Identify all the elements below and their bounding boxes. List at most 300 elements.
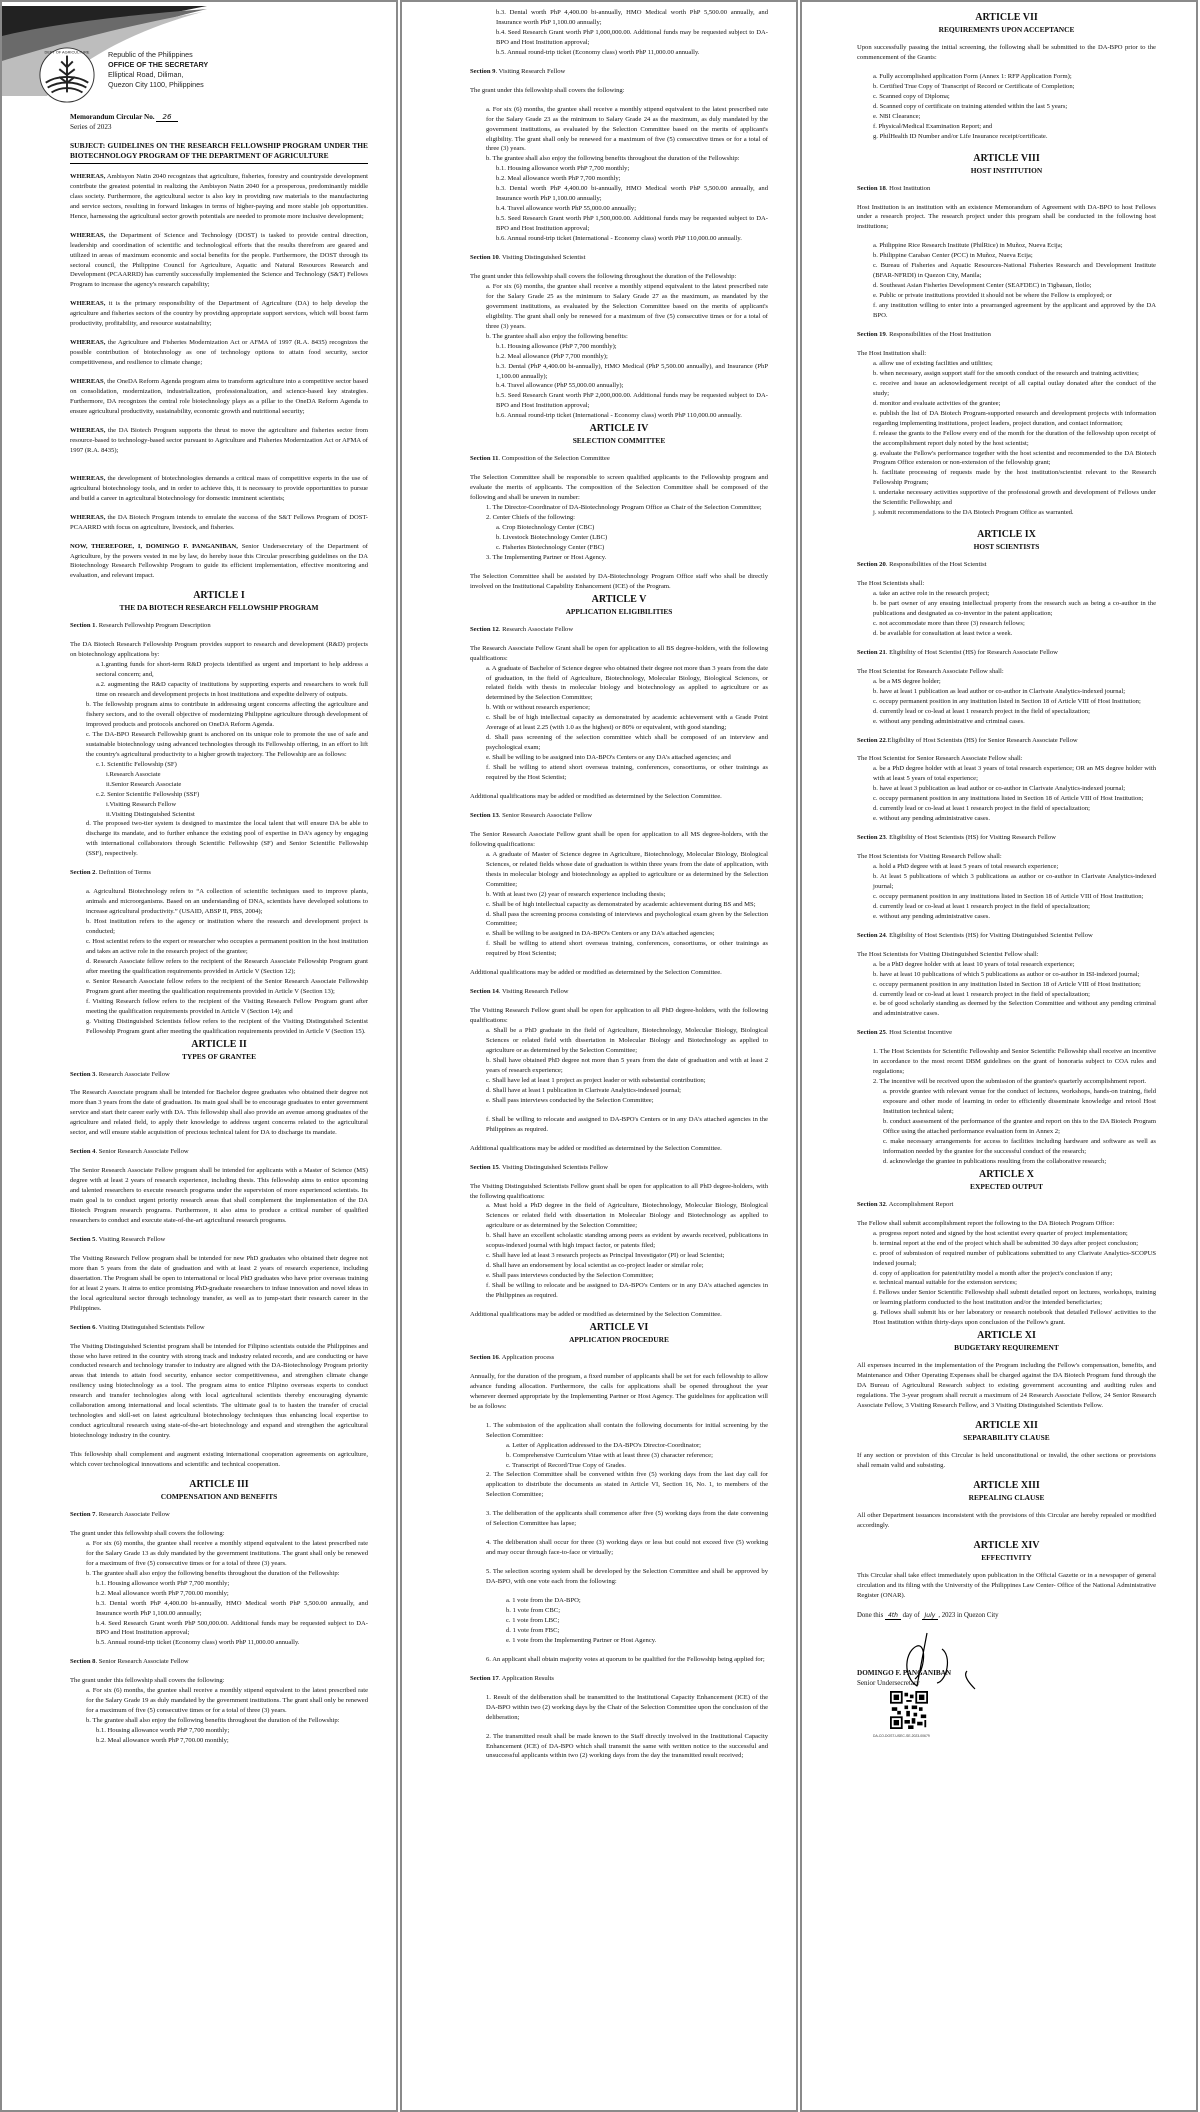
list-item xyxy=(496,523,768,533)
paragraph-text: The Host Scientists shall: xyxy=(857,580,925,588)
paragraph-text: b. The fellowship program aims to contribute in addressing urgent concerns affecting the agriculture and fishery sectors, and to the overall objective of modernizing Philippine agriculture through development of improved products and protocols anchored on OneDA Reform Agenda. xyxy=(86,701,368,728)
column-3-body xyxy=(857,12,1156,1601)
paragraph-text: The Host Scientists for Visiting Research Fellow shall: xyxy=(857,853,1002,861)
list-item xyxy=(873,281,1156,291)
list-item xyxy=(496,391,768,411)
article-title: APPLICATION ELIGIBILITIES xyxy=(565,606,673,616)
list-item xyxy=(873,369,1156,379)
spacer xyxy=(857,1019,1156,1028)
article-title: COMPENSATION AND BENEFITS xyxy=(160,1491,278,1501)
paragraph-text: Host Institution is an institution with an existence Memorandum of Agreement with DA-BPO to host Fellows under a research project. The research project under this program shall be conducted in the following host institutions; xyxy=(857,203,1156,231)
paragraph-text: g. Fellows shall submit his or her laboratory or research notebook that detailed Fellows' activities to the Host Institution within thirty-days upon conclusion of the Fellow's grant. xyxy=(873,1309,1156,1327)
article-title: SEPARABILITY CLAUSE xyxy=(963,1432,1050,1442)
paragraph-text: a. progress report noted and signed by the host scientist every quarter of project implementation; xyxy=(873,1229,1128,1237)
list-item xyxy=(486,154,768,164)
article-title: SELECTION COMMITTEE xyxy=(572,436,666,446)
list-item xyxy=(873,677,1156,687)
paragraph-text: e. Shall be willing to be assigned in DA-BPO's Centers or any DA's attached agencies; xyxy=(486,930,715,938)
list-item xyxy=(873,892,1156,902)
paragraph xyxy=(470,968,768,978)
list-item xyxy=(873,1239,1156,1249)
list-item xyxy=(506,1461,768,1471)
spacer xyxy=(857,321,1156,330)
section-number: Section 7 xyxy=(70,1510,96,1518)
section-title: . Accomplishment Report xyxy=(885,1200,954,1208)
list-item xyxy=(96,1638,368,1648)
paragraph xyxy=(857,203,1156,233)
list-item xyxy=(486,1732,768,1762)
list-item xyxy=(506,1616,768,1626)
list-item xyxy=(496,381,768,391)
paragraph-text: a. Shall be a PhD graduate in the field of Agriculture, Biotechnology, Molecular Biology, Biological Sciences or related field with dissertation in Molecular Biology and Biotechnology as applied to agriculture or as determined by the Selection Committee; xyxy=(486,1027,768,1055)
paragraph-text: b. Comprehensive Curriculum Vitae with at least three (3) character reference; xyxy=(506,1451,713,1459)
paragraph-text: b. With at least two (2) year of research experience including thesis; xyxy=(486,890,666,898)
paragraph-text: b. Certified True Copy of Transcript of Record or Certificate of Completion; xyxy=(873,82,1075,90)
list-item xyxy=(486,1281,768,1301)
paragraph-text: e. without any pending administrative and criminal cases. xyxy=(873,717,1025,725)
list-item xyxy=(873,960,1156,970)
list-item xyxy=(486,1655,768,1665)
paragraph-text: 6. An applicant shall obtain majority votes at quorum to be qualified for the Fellowship being applied for; xyxy=(486,1655,765,1663)
spacer xyxy=(470,1558,768,1567)
list-item xyxy=(873,629,1156,639)
section-number: Section 17 xyxy=(470,1674,499,1682)
list-item xyxy=(486,1076,768,1086)
article-title: HOST INSTITUTION xyxy=(970,165,1043,175)
paragraph-text: The DA Biotech Research Fellowship Program provides support to research and development (R&D) projects on biotechnology applications by: xyxy=(70,641,368,659)
list-item xyxy=(86,1017,368,1037)
paragraph xyxy=(70,172,368,222)
article-title: EXPECTED OUTPUT xyxy=(970,1181,1043,1191)
paragraph-text: f. Fellows under Senior Scientific Fellowship shall submit detailed report on lectures, workshops, training or learning platform conducted to the host institution and/or the intended beneficiaries; xyxy=(873,1289,1156,1307)
section-title: . Responsibilities of the Host Institution xyxy=(885,331,991,339)
section-heading xyxy=(70,1657,368,1667)
paragraph-text: i. undertake necessary activities supportive of the professional growth and development of Fellows under the Scientific Fellowship; and xyxy=(873,489,1156,507)
list-item xyxy=(883,1137,1156,1157)
signatory-name: DOMINGO F. PANGANIBAN xyxy=(857,1668,952,1677)
paragraph-text: a. Agricultural Biotechnology refers to “A collection of scientific techniques used to improve plants, animals and microorganisms. Based on an understanding of DNA, scientists have developed solutions to increase agricultural productivity.” (USAID, ABSP II, PBS, 2004); xyxy=(86,888,368,916)
list-item xyxy=(106,800,368,810)
list-item xyxy=(873,102,1156,112)
section-title: . Visiting Research Fellow xyxy=(495,67,566,75)
section-title: . Eligibility of Host Scientists (HS) for Visiting Research Fellow xyxy=(885,834,1056,842)
list-item xyxy=(486,1509,768,1529)
paragraph-text: d. currently lead or co-lead at least 1 research project in the field of specialization; xyxy=(873,990,1090,998)
paragraph xyxy=(857,579,1156,589)
spacer xyxy=(70,1648,368,1657)
list-item xyxy=(106,780,368,790)
paragraph-text: e. Shall pass interviews conducted by the Selection Committee; xyxy=(486,1272,654,1280)
paragraph-text: b.4. Travel allowance worth PhP 55,000.00 annually; xyxy=(496,205,637,213)
list-item xyxy=(486,1421,768,1441)
article-heading: ARTICLE VII xyxy=(975,12,1038,23)
paragraph-lead: WHEREAS, xyxy=(70,513,106,521)
list-item xyxy=(873,970,1156,980)
spacer xyxy=(70,465,368,474)
paragraph-text: b.2. Meal allowance worth PhP 7,700.00 monthly; xyxy=(96,1737,229,1745)
spacer xyxy=(470,1106,768,1115)
list-item xyxy=(873,261,1156,281)
list-item xyxy=(486,929,768,939)
list-item xyxy=(873,804,1156,814)
list-item xyxy=(873,241,1156,251)
paragraph-text: g. Visiting Distinguished Scientists fellow refers to the recipient of the Visiting Distinguished Scientist Fellowship Program grant after meeting the qualification requirements provided in Article V (Section 15). xyxy=(86,1017,368,1035)
paragraph-text: The Host Scientist for Research Associate Fellow shall: xyxy=(857,667,1004,675)
list-item xyxy=(486,910,768,930)
section-heading xyxy=(857,330,1156,340)
qr-caption: DA-CO-DOST-USEC-SE-2023-00679 xyxy=(873,1733,930,1738)
section-number: Section 6 xyxy=(70,1323,96,1331)
paragraph-text: c. occupy permanent position in any institution listed in Section 18 of Article VIII of Host Institution; xyxy=(873,980,1141,988)
article-title: HOST SCIENTISTS xyxy=(973,542,1040,552)
section-number: Section 10 xyxy=(470,254,499,262)
list-item xyxy=(486,703,768,713)
list-item xyxy=(873,764,1156,784)
section-number: Section 14 xyxy=(470,988,499,996)
memo-number-line xyxy=(70,112,368,123)
list-item xyxy=(496,234,768,244)
section-heading xyxy=(470,1163,768,1173)
paragraph-text: 2. The incentive will be received upon the submission of the grantee's quarterly accomplishment report. xyxy=(873,1078,1147,1086)
spacer xyxy=(470,244,768,253)
list-item xyxy=(873,132,1156,142)
paragraph-text: b.1. Housing allowance worth PhP 7,700 monthly; xyxy=(96,1579,230,1587)
paragraph-text: b. Shall have obtained PhD degree not more than 5 years from the date of graduation and with at least 2 years of research experience; xyxy=(486,1056,768,1074)
list-item xyxy=(873,912,1156,922)
paragraph-text: d. Shall pass screening of the selection committee which shall be composed of an interview and psychological exam; xyxy=(486,734,768,752)
paragraph-text: The grant under this fellowship shall covers the following: xyxy=(470,86,625,94)
memo-number: 26 xyxy=(156,112,177,122)
paragraph-text: f. Visiting Research fellow refers to the recipient of the Visiting Research Fellow Program grant after meeting the qualification requirements provided in Article V (Section 14); and xyxy=(86,997,368,1015)
paragraph xyxy=(70,542,368,582)
section-number: Section 18 xyxy=(857,184,886,192)
list-item xyxy=(496,184,768,204)
paragraph-text: f. any institution willing to enter into a prearranged agreement by the applicant and approved by the DA BPO. xyxy=(873,302,1156,320)
column-2-body xyxy=(470,8,768,1761)
department-seal-icon xyxy=(38,46,96,104)
paragraph xyxy=(470,572,768,592)
section-heading xyxy=(470,67,768,77)
paragraph-text: f. Shall be willing to relocate and be assigned to DA-BPO's Centers or in any DA's attached agencies in the Philippines as required. xyxy=(486,1282,768,1300)
paragraph xyxy=(470,473,768,503)
paragraph-text: b. Livestock Biotechnology Center (LBC) xyxy=(496,533,608,541)
section-number: Section 15 xyxy=(470,1163,499,1171)
paragraph xyxy=(857,667,1156,677)
paragraph-text: b.1. Housing allowance (PhP 7,700 monthly); xyxy=(496,342,617,350)
paragraph-text: The grant under this fellowship shall covers the following: xyxy=(70,1529,225,1537)
paragraph-text: b. At least 5 publications of which 3 publications as author or co-author in Clarivate Analytics-indexed journal; xyxy=(873,873,1156,890)
paragraph-text: d. Scanned copy of certificate on training attended within the last 5 years; xyxy=(873,102,1068,110)
paragraph-text: c. Shall have led at least 3 research projects as Principal Investigator (PI) or lead Scientist; xyxy=(486,1252,725,1260)
paragraph-text: b. have at least 1 publication as lead author or co-author in Clarivate Analytics-indexed journal; xyxy=(873,687,1126,695)
section-heading xyxy=(70,1070,368,1080)
paragraph-text: it is the primary responsibility of the Department of Agriculture (DA) to help develop the agriculture and fisheries sectors of the country by providing appropriate support services, which will boost farm productivity, profitability, and resource sustainability; xyxy=(70,300,368,328)
list-item xyxy=(873,1047,1156,1077)
section-number: Section 25 xyxy=(857,1029,886,1037)
paragraph xyxy=(70,231,368,291)
paragraph xyxy=(470,830,768,850)
paragraph-text: e. Senior Research Associate fellow refers to the recipient of the Senior Research Associate Fellowship Program grant after meeting the qualification requirements provided in Article V (Section 13); xyxy=(86,977,368,995)
list-item xyxy=(496,174,768,184)
paragraph-text: Additional qualifications may be added or modified as determined by the Selection Committee. xyxy=(470,1144,722,1152)
article-heading: ARTICLE X xyxy=(979,1168,1034,1180)
section-title: . Eligibility of Host Scientist (HS) for Research Associate Fellow xyxy=(885,648,1058,656)
list-item xyxy=(496,48,768,58)
paragraph-text: The Host Scientist for Senior Research Associate Fellow shall: xyxy=(857,755,1023,763)
list-item xyxy=(873,508,1156,518)
paragraph-text: 1. The Director-Coordinator of DA-Biotechnology Program Office as Chair of the Selection Committee; xyxy=(486,504,762,512)
paragraph-text: 4. The deliberation shall occur for three (3) working days or less but could not exceed five (5) working and may occur through face-to-face or virtually; xyxy=(486,1539,768,1557)
list-item xyxy=(873,488,1156,508)
section-number: Section 9 xyxy=(470,67,496,75)
article-title: TYPES OF GRANTEE xyxy=(181,1051,257,1061)
section-heading xyxy=(857,736,1156,746)
list-item xyxy=(486,105,768,155)
spacer xyxy=(857,518,1156,527)
signed-month: July xyxy=(922,1612,939,1620)
paragraph-text: the DA Biotech Program intends to emulate the success of the S&T Fellows Program of DOST-PCAARRD with focus on agriculture, livestock, and fisheries. xyxy=(70,513,368,531)
list-item xyxy=(86,977,368,997)
section-heading xyxy=(857,1028,1156,1038)
paragraph-text: The Visiting Research Fellow grant shall be open for application to all PhD degree-holders, with the following qualifications: xyxy=(470,1007,768,1025)
paragraph-text: d. Research Associate fellow refers to the recipient of the Research Associate Fellowship Program grant after meeting the qualification requirements provided in Article V (Section 12); xyxy=(86,957,368,975)
section-heading xyxy=(857,184,1156,194)
list-item xyxy=(86,819,368,859)
list-item xyxy=(506,1451,768,1461)
paragraph xyxy=(470,1144,768,1154)
paragraph-text: a. allow use of existing facilities and utilities; xyxy=(873,359,993,367)
section-heading xyxy=(857,833,1156,843)
list-item xyxy=(86,1686,368,1716)
section-title: . Eligibility of Host Scientists (HS) for Visiting Distinguished Scientist Fellow xyxy=(885,931,1093,939)
list-item xyxy=(106,770,368,780)
section-heading xyxy=(857,931,1156,941)
paragraph xyxy=(857,754,1156,764)
section-title: . Application process xyxy=(498,1353,555,1361)
paragraph-text: c. Shall be of high intellectual capacity as demonstrated by academic achievement with a Grade Point Average of at least 2.25 (with 1.0 as the highest) or 80% or equivalent, with good standing; xyxy=(486,714,768,732)
list-item xyxy=(873,449,1156,469)
section-heading xyxy=(470,1674,768,1684)
paragraph-text: c. not accommodate more than three (3) research fellows; xyxy=(873,619,1025,627)
list-item xyxy=(506,1441,768,1451)
paragraph-text: Annually, for the duration of the program, a fixed number of applicants shall be set for each fellowship to allow advance funding allocation. Furthermore, the calls for applications shall be opened throughout the year whenever deemed appropriate by the Implementing Partner or Host Agency. The guidelines for application will be as follows: xyxy=(470,1372,768,1410)
paragraph-text: b. be part owner of any ensuing intellectual property from the research such as being a co-author in the publications and designated as co-inventor in the patent application; xyxy=(873,600,1156,617)
article-heading: ARTICLE XII xyxy=(975,1419,1038,1431)
spacer xyxy=(470,1587,768,1596)
paragraph-text: the Department of Science and Technology (DOST) is tasked to provide central direction, leadership and coordination of scientific and technological efforts that the results therefrom are geared and utilized in areas of maximum economic and social benefits for the people. Furthermore, the DOST through its sectoral council, the Philippine Council for Agriculture, Aquatic and Natural Resources Research and Development (PCAARRD) has currently successfully implemented the Science and Technology (S&T) Fellows Program to increase the agency's research capability; xyxy=(70,231,368,289)
paragraph-text: The Visiting Research Fellow program shall be intended for new PhD graduates who obtained their degree not more than 5 years from the date of graduation and with at least 2 years of research experience, including dissertation. The Program shall be open to international or local PhD graduates who have prior overseas training for at least 2 years. It aims to entice promising PhD-graduate researchers to infuse innovation and novel ideas in the local agricultural sector through technology transfer, as well as to jump-start their research career in the Philippines. xyxy=(70,1254,368,1312)
list-item xyxy=(486,713,768,733)
article-heading: ARTICLE III xyxy=(189,1478,249,1490)
paragraph-text: b.1. Housing allowance worth PhP 7,700 monthly; xyxy=(496,165,630,173)
paragraph-text: The Selection Committee shall be assisted by DA-Biotechnology Program Office staff who shall be directly involved on the Institutional Capability Enhancement (ICE) of the Program. xyxy=(470,572,768,590)
list-item xyxy=(486,1231,768,1251)
section-number: Section 21 xyxy=(857,648,886,656)
paragraph-text: b.5. Seed Research Grant worth PhP 1,500,000.00. Additional funds may be requested subject to DA-BPO and Host Institution approval; xyxy=(496,215,768,233)
paragraph-text: e. NBI Clearance; xyxy=(873,112,921,120)
list-item xyxy=(873,112,1156,122)
paragraph xyxy=(857,1451,1156,1471)
section-title: . Research Associate Fellow xyxy=(498,625,574,633)
paragraph xyxy=(70,640,368,660)
section-number: Section 23 xyxy=(857,834,886,842)
paragraph-text: b. terminal report at the end of the project which shall be submitted 30 days after project conclusion; xyxy=(873,1239,1139,1247)
spacer xyxy=(470,1646,768,1655)
paragraph xyxy=(70,1529,368,1539)
article-heading: ARTICLE VIII xyxy=(973,152,1040,164)
paragraph-text: b. Host institution refers to the agency or institution where the research and development project is conducted; xyxy=(86,918,368,936)
paragraph xyxy=(70,1088,368,1138)
paragraph-text: All expenses incurred in the implementation of the Program including the Fellow's compensation, benefits, and Maintenance and Other Operating Expenses shall be charged against the DA Biotech Program fund through the DA Bureau of Agricultural Research subject to existing government accounting and auditing rules and regulations. The 3-year program shall recruit a maximum of 24 Research Associate Fellow, 24 Senior Research Associate Fellow, 3 Visiting Research Fellow, and 3 Visiting Distinguished Scientists Fellow. xyxy=(857,1362,1156,1410)
memo-label: Memorandum Circular No. xyxy=(70,113,155,121)
paragraph-text: the development of biotechnologies demands a critical mass of competitive experts in the use of agricultural biotechnology tools, and in order to achieve this, it is necessary to provide opportunities to pursue and build a career in agricultural biotechnology for domestic imminent scientists; xyxy=(70,474,368,502)
paragraph-text: The Senior Research Associate Fellow grant shall be open for application to all MS degree-holders, with the following qualifications: xyxy=(470,830,768,848)
section-number: Section 11 xyxy=(470,455,499,463)
paragraph-text: b.1. Housing allowance worth PhP 7,700 monthly; xyxy=(96,1727,230,1735)
section-number: Section 22 xyxy=(857,736,886,744)
paragraph-text: b.5. Annual round-trip ticket (Economy class) worth PhP 11,000.00 annually. xyxy=(96,1639,300,1647)
list-item xyxy=(486,513,768,523)
list-item xyxy=(86,730,368,760)
paragraph-text: The Visiting Distinguished Scientist program shall be intended for Filipino scientists outside the Philippines and those who have retired in the country with strong track and industry related records, and are conducting or have conducted research and technology transfer to industry are aligned with the DA-Biotechnology Program priority areas that intends to attain food security, enhance sector competitiveness, and strengthen climate change resiliency using biotechnology as a tool. The program aims to entice Filipino overseas experts to conduct research and transfer technologies along with local agricultural scientists thereby encouraging dynamic collaboration among international and local scientists. The ultimate goal is to hasten the transfer of crucial technologies and skill-set on latest agricultural biotechnology techniques thus enhancing local expertise to conduct agricultural research using state-of-the-art biotechnology and expand and strengthen the agricultural biotechnology industry in the country. xyxy=(70,1342,368,1440)
letterhead-office: OFFICE OF THE SECRETARY xyxy=(108,60,209,69)
spacer xyxy=(470,1665,768,1674)
list-item xyxy=(96,790,368,800)
paragraph-text: a. For six (6) months, the grantee shall receive a monthly stipend equivalent to the latest prescribed rate for the Salary Grade 19 as duly mandated by the government institutions. The grant shall only be renewed for a maximum of five (5) consecutive times or for a total of three (3) years. xyxy=(86,1687,368,1715)
section-number: Section 20 xyxy=(857,561,886,569)
paragraph-text: d. Shall have an endorsement by local scientist as co-project leader or similar role; xyxy=(486,1262,704,1270)
article-title: EFFECTIVITY xyxy=(981,1552,1032,1562)
paragraph-text: c. 1 vote from LBC; xyxy=(506,1616,560,1624)
list-item xyxy=(506,1596,768,1606)
section-title: . Visiting Distinguished Scientists Fellow xyxy=(95,1323,205,1331)
section-title: . Visiting Research Fellow xyxy=(498,988,569,996)
paragraph-text: j. submit recommendations to the DA Biotech Program Office as warranted. xyxy=(873,509,1074,517)
paragraph-text: b. The grantee shall also enjoy the following benefits throughout the duration of the Fellowship: xyxy=(86,1717,340,1725)
list-item xyxy=(86,700,368,730)
paragraph-text: 2. The Selection Committee shall be convened within five (5) working days from the last day call for application to distribute the documents as stated in Article VI, Section 16, No. 1, to members of the Selection Committee; xyxy=(486,1471,768,1499)
list-item xyxy=(486,733,768,753)
article-heading: ARTICLE IX xyxy=(977,529,1036,541)
paragraph xyxy=(857,1511,1156,1531)
paragraph-text: b. 1 vote from CBC; xyxy=(506,1607,561,1614)
paragraph-text: 2. The transmitted result shall be made known to the Staff directly involved in the Institutional Capacity Enhancement (ICE) of DA-BPO which shall transmit the same with written notice to the successful and unsuccessful applicants within two (2) working days from the day the transmitted result received; xyxy=(486,1732,768,1760)
page-column-1 xyxy=(0,0,398,2112)
list-item xyxy=(496,342,768,352)
paragraph-text: d. currently lead or co-lead at least 1 research project in the field of specialization; xyxy=(873,707,1090,715)
paragraph-text: the Agriculture and Fisheries Modernization Act or AFMA of 1997 (R.A. 8435) recognizes the possible contribution of biotechnology as one of technology options to attain food security, sector competitiveness, and resilience to climate change; xyxy=(70,339,368,367)
paragraph-text: 3. The Implementing Partner or Host Agency. xyxy=(486,553,607,561)
letterhead xyxy=(2,6,396,108)
letterhead-text xyxy=(108,50,208,90)
list-item xyxy=(873,1288,1156,1308)
section-heading xyxy=(470,625,768,635)
memo-series: Series of 2023 xyxy=(70,122,112,131)
paragraph-text: b.3. Dental worth PhP 4,400.00 bi-annually, HMO Medical worth PhP 5,500.00 annually, and Insurance worth PhP 1,100.00 annually; xyxy=(96,1599,368,1617)
list-item xyxy=(486,850,768,890)
list-item xyxy=(873,359,1156,369)
list-item xyxy=(873,72,1156,82)
list-item xyxy=(873,687,1156,697)
spacer xyxy=(857,824,1156,833)
list-item xyxy=(96,1726,368,1736)
list-item xyxy=(86,957,368,977)
section-heading xyxy=(470,987,768,997)
signatory-title: Senior Undersecretary xyxy=(857,1678,920,1687)
list-item xyxy=(873,1269,1156,1279)
section-title: . Responsibilities of the Host Scientist xyxy=(885,561,987,569)
list-item xyxy=(486,900,768,910)
paragraph xyxy=(857,1219,1156,1229)
spacer xyxy=(70,859,368,868)
signature-block xyxy=(857,1611,1156,1741)
list-item xyxy=(873,980,1156,990)
paragraph-text: The Selection Committee shall be responsible to screen qualified applicants to the Fellowship program and evaluate the merits of applicants. The composition of the Selection Committee shall be composed of the following and shall be uneven in number: xyxy=(470,474,768,502)
section-number: Section 16 xyxy=(470,1353,499,1361)
paragraph-text: d. The proposed two-tier system is designed to maximize the local talent that will ensure DA be able to discharge its mandate, and to further enhance the existing pool of expertise in DA's agency by engaging with international collaborators through Scientific Fellowship (SF) and Senior Scientific Fellowship (SSF), respectively. xyxy=(86,820,368,858)
section-heading xyxy=(70,1147,368,1157)
paragraph xyxy=(470,1006,768,1026)
list-item xyxy=(496,204,768,214)
list-item xyxy=(486,1261,768,1271)
paragraph-text: d. 1 vote from FBC; xyxy=(506,1626,560,1634)
list-item xyxy=(496,411,768,421)
paragraph-text: b. With or without research experience; xyxy=(486,704,590,712)
section-title: . Visiting Research Fellow xyxy=(95,1235,166,1243)
paragraph-text: b.3. Dental worth PhP 4,400.00 bi-annually, HMO Medical worth PhP 5,500.00 annually, and Insurance worth PhP 1,100.00 annually; xyxy=(496,9,768,26)
spacer xyxy=(470,1723,768,1732)
paragraph-text: The Research Associate Fellow Grant shall be open for application to all BS degree-holders, with the following qualifications: xyxy=(470,644,768,662)
paragraph xyxy=(470,644,768,664)
paragraph-text: c.1. Scientific Fellowship (SF) xyxy=(96,760,177,768)
paragraph-text: b. The grantee shall also enjoy the following benefits throughout the duration of the Fellowship: xyxy=(486,155,740,163)
list-item xyxy=(506,1636,768,1646)
paragraph-text: i.Research Associate xyxy=(106,770,161,778)
paragraph-text: b.5. Annual round-trip ticket (Economy class) worth PhP 11,000.00 annually. xyxy=(496,48,700,56)
letterhead-address-1: Elliptical Road, Diliman, xyxy=(108,70,184,79)
paragraph-text: , the OneDA Reform Agenda program aims to transform agriculture into a competitive sector based on consolidation, modernization, industrialization, professionalization, and science-based key strategies. Furthermore, DA recognizes the central role biotechnology plays as a pillar to the OneDA Reform Agenda to ensure agricultural productivity, sustainability, economic growth and nutritional security; xyxy=(70,378,368,415)
page-column-2 xyxy=(400,0,798,2112)
list-item xyxy=(496,214,768,234)
section-heading xyxy=(470,253,768,263)
list-item xyxy=(86,997,368,1017)
paragraph-text: a. For six (6) months, the grantee shall receive a monthly stipend equivalent to the latest prescribed rate for the Salary Grade 23 as the minimum to Salary Grade 24 as the maximum, as duly mandated by the government institutions, as evaluated by the Selection Committee based on the merits of applicant's eligibility. The grant shall only be renewed for a maximum of five (5) consecutive times or for a total of three (3) years. xyxy=(486,105,768,153)
list-item xyxy=(86,917,368,937)
paragraph xyxy=(70,426,368,456)
column-1-body xyxy=(70,172,368,1746)
list-item xyxy=(873,82,1156,92)
paragraph-text: The Host Institution shall: xyxy=(857,349,927,357)
paragraph-text: Additional qualifications may be added or modified as determined by the Selection Committee. xyxy=(470,969,722,977)
section-heading xyxy=(70,1323,368,1333)
section-number: Section 8 xyxy=(70,1658,96,1666)
section-heading xyxy=(70,1235,368,1245)
list-item xyxy=(873,1229,1156,1239)
paragraph-text: the DA Biotech Program supports the thrust to move the agriculture and fisheries sector from resource-based to technology-based sector pursuant to Agriculture and Fisheries Modernization Act or AFMA of 1997 (R.A. 8435); xyxy=(70,426,368,454)
list-item xyxy=(486,1470,768,1500)
paragraph-lead: WHEREAS, xyxy=(70,300,106,308)
paragraph-text: d. Shall have at least 1 publication in Clarivate Analytics-indexed journal; xyxy=(486,1086,682,1094)
section-heading xyxy=(470,811,768,821)
paragraph-text: d. Southeast Asian Fisheries Development Center (SEAFDEC) in Tigbauan, Iloilo; xyxy=(873,282,1092,290)
paragraph-text: a. Fully accomplished application Form (Annex 1: RFP Application Form); xyxy=(873,72,1072,80)
article-heading: ARTICLE XIII xyxy=(973,1479,1040,1491)
paragraph-text: b.4. Seed Research Grant worth PhP 1,000,000.00. Additional funds may be requested subject to DA-BPO and Host Institution approval; xyxy=(496,28,768,46)
paragraph-text: c. Host scientist refers to the expert or researcher who occupies a permanent position in the host institution and takes an active role in the research project of the grantee; xyxy=(86,938,368,955)
paragraph-text: i.Visiting Research Fellow xyxy=(106,800,177,808)
section-title: . Senior Research Associate Fellow xyxy=(95,1148,189,1156)
spacer xyxy=(857,727,1156,736)
